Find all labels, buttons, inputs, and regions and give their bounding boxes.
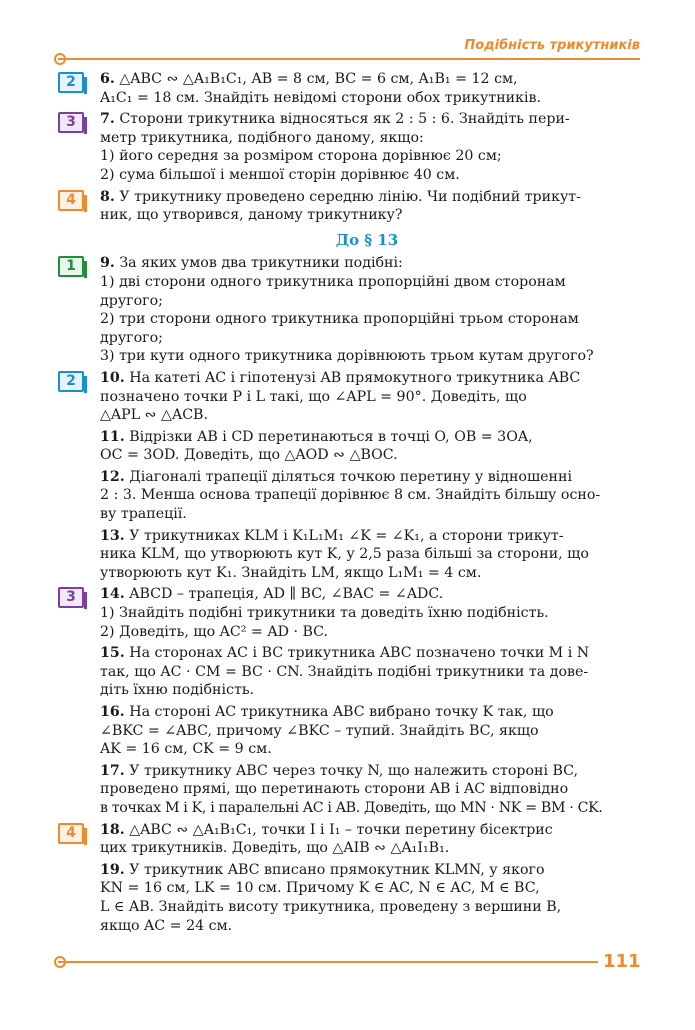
- problem-14: [66, 585, 634, 641]
- problem-text: На стороні AC трикутника ABC вибрано точку K так, що: [129, 704, 554, 720]
- problem-18: [66, 821, 634, 858]
- problem-text: AK = 16 см, CK = 9 см.: [100, 741, 272, 758]
- problem-17: [100, 762, 634, 818]
- level-2-badge: 2: [58, 72, 84, 93]
- problem-text: ∠BKC = ∠ABC, причому ∠BKC – тупий. Знайдіть BC, якщо: [100, 722, 539, 739]
- problem-text: У трикутниках KLM і K₁L₁M₁ ∠K = ∠K₁, а сторони трикут-: [129, 527, 564, 544]
- problem-text: У трикутнику ABC через точку N, що належить стороні BC,: [129, 762, 579, 779]
- problem-text: На катеті AC і гіпотенузі AB прямокутного трикутника ABC: [129, 369, 581, 386]
- problem-number: 12.: [100, 468, 125, 485]
- problem-text: У трикутник ABC вписано прямокутник KLMN, у якого: [129, 861, 545, 878]
- problem-number: 19.: [100, 861, 125, 878]
- problem-text: позначено точки P і L такі, що ∠APL = 90°. Доведіть, що: [100, 388, 527, 405]
- chapter-title: Подібність трикутників: [464, 38, 640, 53]
- problem-text: ника KLM, що утворюють кут K, у 2,5 раза більші за сторони, що: [100, 546, 589, 563]
- problem-number: 15.: [100, 645, 125, 662]
- problem-number: 11.: [100, 428, 125, 445]
- problem-text: OC = 3OD. Доведіть, що △AOD ∾ △BOC.: [100, 447, 398, 464]
- problem-text: △ABC ∾ △A₁B₁C₁, точки I і I₁ – точки перетину бісектрис: [129, 821, 553, 838]
- problem-text: На сторонах AC і BC трикутника ABC позначено точки M і N: [129, 645, 590, 662]
- problem-text: 1) дві сторони одного трикутника пропорційні двом сторонам: [100, 273, 566, 290]
- problem-text: проведено прямі, що перетинають сторони AB і AC відповідно: [100, 781, 569, 798]
- level-4-badge: 4: [58, 190, 84, 211]
- problem-15: [100, 644, 634, 700]
- problem-text: У трикутнику проведено середню лінію. Чи подібний трикут-: [119, 188, 581, 205]
- problem-text: 2) сума більшої і меншої сторін дорівнює 40 см.: [100, 166, 460, 183]
- problem-text: 1) Знайдіть подібні трикутники та доведіть їхню подібність.: [100, 605, 549, 622]
- problem-10: [66, 369, 634, 425]
- level-1-badge: 1: [58, 256, 84, 277]
- problem-number: 8.: [100, 188, 115, 205]
- problem-number: 14.: [100, 586, 125, 603]
- problem-text: метр трикутника, подібного даному, якщо:: [100, 129, 424, 146]
- problem-text: Діагоналі трапеції діляться точкою перетину у відношенні: [129, 468, 572, 485]
- problem-number: 6.: [100, 71, 115, 87]
- problem-text: 2) Доведіть, що AC² = AD · BC.: [100, 623, 329, 640]
- problem-text: 3) три кути одного трикутника дорівнюють трьом кутам другого?: [100, 348, 594, 365]
- problem-text: другого;: [100, 292, 163, 309]
- problem-text: ник, що утворився, даному трикутнику?: [100, 207, 403, 224]
- problem-text: △APL ∾ △ACB.: [100, 407, 208, 424]
- problem-9: [66, 254, 634, 366]
- problem-number: 17.: [100, 762, 125, 779]
- problem-number: 9.: [100, 255, 115, 272]
- problem-12: [100, 468, 634, 524]
- problem-text: якщо AC = 24 см.: [100, 917, 233, 934]
- page-number: 111: [603, 951, 641, 972]
- problem-text: 1) його середня за розміром сторона дорівнює 20 см;: [100, 148, 502, 165]
- level-2-badge: 2: [58, 371, 84, 392]
- problem-text: A₁C₁ = 18 см. Знайдіть невідомі сторони обох трикутників.: [100, 89, 542, 106]
- problem-text: KN = 16 см, LK = 10 см. Причому K ∈ AC, N ∈ AC, M ∈ BC,: [100, 880, 540, 897]
- level-4-badge: 4: [58, 823, 84, 844]
- problem-text: ву трапеції.: [100, 506, 187, 523]
- level-3-badge: 3: [58, 587, 84, 608]
- header-rule: [58, 58, 640, 60]
- problem-text: цих трикутників. Доведіть, що △AIB ∾ △A₁I₁B₁.: [100, 840, 450, 857]
- problem-number: 10.: [100, 369, 125, 386]
- problem-6: [66, 70, 634, 107]
- problem-number: 7.: [100, 111, 115, 128]
- problem-13: [100, 527, 634, 583]
- problem-7: [66, 110, 634, 184]
- problem-19: [100, 861, 634, 935]
- problem-number: 16.: [100, 704, 125, 720]
- problem-text: в точках M і K, і паралельні AC і AB. Доведіть, що MN · NK = BM · CK.: [100, 799, 603, 816]
- problem-8: [66, 188, 634, 225]
- level-3-badge: 3: [58, 112, 84, 133]
- problem-number: 13.: [100, 527, 125, 544]
- problem-text: утворюють кут K₁. Знайдіть LM, якщо L₁M₁ = 4 см.: [100, 564, 482, 581]
- problem-text: L ∈ AB. Знайдіть висоту трикутника, проведену з вершини B,: [100, 898, 562, 915]
- problem-16: [100, 703, 634, 759]
- problem-text: ABCD – трапеція, AD ∥ BC, ∠BAC = ∠ADC.: [129, 586, 444, 603]
- problem-text: △ABC ∾ △A₁B₁C₁, AB = 8 см, BC = 6 см, A₁B₁ = 12 см,: [119, 71, 518, 87]
- footer-rule: [58, 961, 598, 963]
- section-title: До § 13: [335, 230, 399, 249]
- problem-text: так, що AC · CM = BC · CN. Знайдіть подібні трикутники та дове-: [100, 663, 589, 680]
- problem-text: другого;: [100, 329, 163, 346]
- problem-text: За яких умов два трикутники подібні:: [119, 255, 403, 272]
- problem-text: 2 : 3. Менша основа трапеції дорівнює 8 см. Знайдіть більшу осно-: [100, 487, 601, 504]
- problem-11: [100, 428, 634, 465]
- problem-text: 2) три сторони одного трикутника пропорційні трьом сторонам: [100, 311, 579, 328]
- problem-text: Відрізки AB і CD перетинаються в точці O, OB = 3OA,: [129, 428, 533, 445]
- problem-number: 18.: [100, 821, 125, 838]
- problem-list: [66, 70, 634, 935]
- problem-text: Сторони трикутника відносяться як 2 : 5 : 6. Знайдіть пери-: [119, 111, 570, 128]
- problem-text: діть їхню подібність.: [100, 682, 255, 699]
